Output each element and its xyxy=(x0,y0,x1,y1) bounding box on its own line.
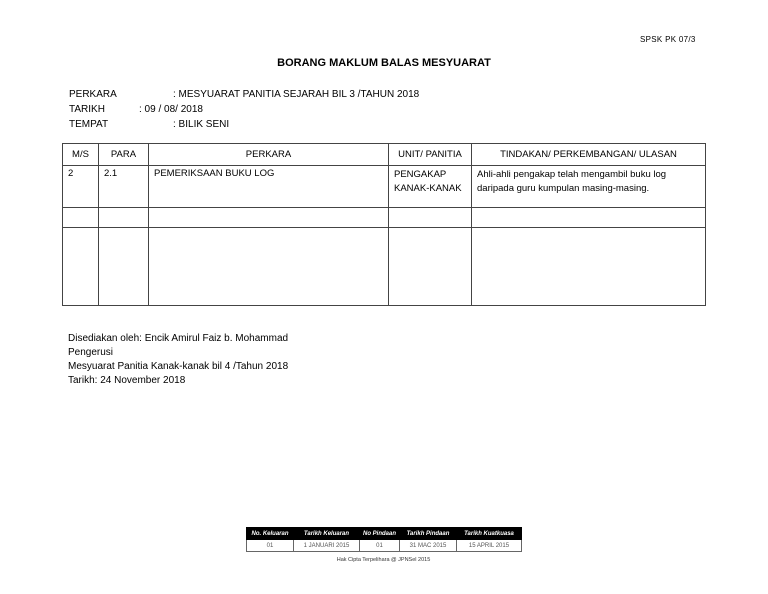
prepared-meeting: Mesyuarat Panitia Kanak-kanak bil 4 /Tahun 2018 xyxy=(68,361,289,372)
header-tindakan: TINDAKAN/ PERKEMBANGAN/ ULASAN xyxy=(472,144,706,166)
tarikh-value: : 09 / 08/ 2018 xyxy=(139,104,203,115)
prepared-date: Tarikh: 24 November 2018 xyxy=(68,375,186,386)
cell-para: 2.1 xyxy=(99,166,149,208)
rev-tarikh-kuatkuasa: 15 APRIL 2015 xyxy=(457,540,522,552)
rev-header-tarikh-kuatkuasa: Tarikh Kuatkuasa xyxy=(457,528,522,540)
rev-header-no-keluaran: No. Keluaran xyxy=(247,528,294,540)
header-unit: UNIT/ PANITIA xyxy=(389,144,472,166)
rev-no-keluaran: 01 xyxy=(247,540,294,552)
cell-perkara xyxy=(149,208,389,228)
prepared-by: Disediakan oleh: Encik Amirul Faiz b. Mohammad xyxy=(68,333,289,344)
cell-perkara: PEMERIKSAAN BUKU LOG xyxy=(149,166,389,208)
revision-table xyxy=(246,527,522,552)
document-title: BORANG MAKLUM BALAS MESYUARAT xyxy=(277,57,491,69)
cell-tindakan: Ahli-ahli pengakap telah mengambil buku log daripada guru kumpulan masing-masing. xyxy=(472,166,706,208)
tempat-label: TEMPAT xyxy=(69,119,109,130)
revision-value-row xyxy=(247,540,522,552)
rev-header-tarikh-pindaan: Tarikh Pindaan xyxy=(400,528,457,540)
cell-ms xyxy=(63,208,99,228)
cell-unit xyxy=(389,208,472,228)
tarikh-label: TARIKH xyxy=(69,104,105,115)
cell-tindakan xyxy=(472,208,706,228)
cell-tindakan xyxy=(472,228,706,306)
revision-header-row xyxy=(247,528,522,540)
minutes-table xyxy=(62,143,706,306)
cell-para xyxy=(99,228,149,306)
rev-no-pindaan: 01 xyxy=(360,540,400,552)
header-ms: M/S xyxy=(63,144,99,166)
table-header-row xyxy=(63,144,706,166)
cell-ms xyxy=(63,228,99,306)
prepared-position: Pengerusi xyxy=(68,347,114,358)
rev-header-tarikh-keluaran: Tarikh Keluaran xyxy=(294,528,360,540)
copyright-notice: Hak Cipta Terpelihara @ JPNSel 2015 xyxy=(336,557,431,563)
table-row xyxy=(63,228,706,306)
tempat-value: : BILIK SENI xyxy=(173,119,230,130)
table-row xyxy=(63,166,706,208)
perkara-value: : MESYUARAT PANITIA SEJARAH BIL 3 /TAHUN 2018 xyxy=(173,89,420,100)
document-code: SPSK PK 07/3 xyxy=(640,35,696,44)
cell-unit xyxy=(389,228,472,306)
rev-header-no-pindaan: No Pindaan xyxy=(360,528,400,540)
rev-tarikh-pindaan: 31 MAC 2015 xyxy=(400,540,457,552)
prepared-by-block xyxy=(68,332,288,388)
perkara-label: PERKARA xyxy=(69,89,117,100)
cell-perkara xyxy=(149,228,389,306)
cell-para xyxy=(99,208,149,228)
table-row xyxy=(63,208,706,228)
cell-unit: PENGAKAP KANAK-KANAK xyxy=(389,166,472,208)
rev-tarikh-keluaran: 1 JANUARI 2015 xyxy=(294,540,360,552)
header-para: PARA xyxy=(99,144,149,166)
cell-ms: 2 xyxy=(63,166,99,208)
header-perkara: PERKARA xyxy=(149,144,389,166)
